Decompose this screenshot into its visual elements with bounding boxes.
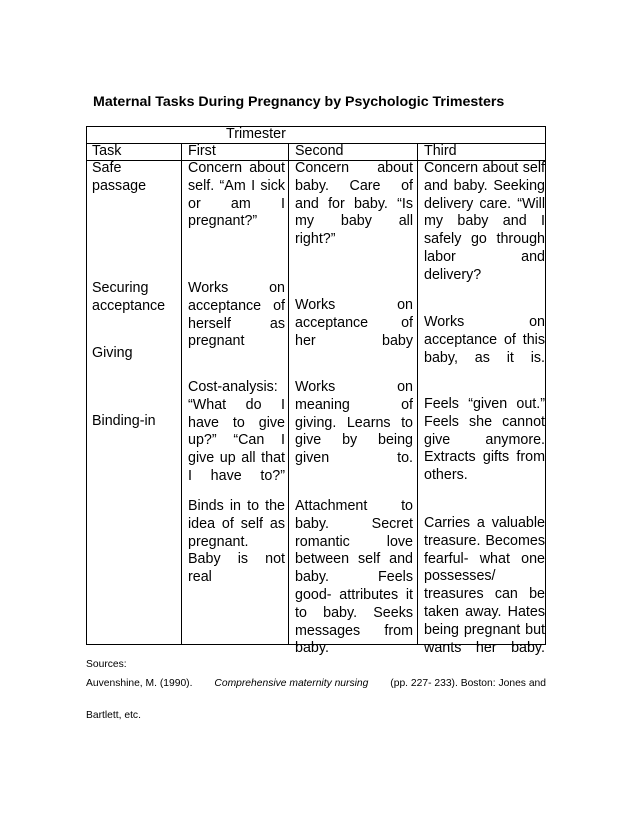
header-second: Second: [295, 143, 344, 159]
cell-third-giving: Feels “given out.” Feels she cannot give anymore. Extracts gifts from others.: [424, 396, 545, 484]
cell-first-binding-in: Binds in to the idea of self as pregnant. Baby is not real: [188, 498, 285, 586]
task-name-safe-passage: Safe passage: [92, 160, 147, 194]
citation-title: Comprehensive maternity nursing: [214, 678, 369, 689]
cell-first-securing-acceptance: Works on acceptance of herself as pregnant: [188, 280, 285, 350]
task-name-giving: Giving: [92, 345, 133, 361]
citation-author: Auvenshine, M. (1990).: [86, 678, 193, 689]
citation-details: (pp. 227- 233). Boston: Jones and: [390, 678, 546, 689]
cell-second-giving: Works on meaning of giving. Learns to give by being given to.: [295, 379, 413, 467]
cell-first-safe-passage: Concern about self. “Am I sick or am I pregnant?”: [188, 160, 285, 230]
source-citation: [86, 678, 546, 689]
source-citation-continued: Bartlett, etc.: [86, 710, 141, 721]
page-title: Maternal Tasks During Pregnancy by Psychologic Trimesters: [93, 94, 505, 110]
trimester-table: [86, 126, 546, 657]
sources-label: Sources:: [86, 659, 127, 670]
column-divider: [181, 143, 182, 644]
cell-third-safe-passage: Concern about self and baby. Seeking delivery care. “Will my baby and I safely go through labor and delivery?: [424, 160, 545, 283]
cell-third-securing-acceptance: Works on acceptance of this baby, as it is.: [424, 314, 545, 366]
cell-second-binding-in: Attachment to baby. Secret romantic love between self and baby. Feels good- attributes it to baby. Seeks messages from baby.: [295, 498, 413, 657]
column-divider: [417, 143, 418, 644]
task-name-securing-acceptance: Securing acceptance: [92, 280, 166, 314]
cell-third-binding-in: Carries a valuable treasure. Becomes fearful- what one possesses/ treasures can be taken away. Hates being pregnant but wants her baby.: [424, 515, 545, 656]
task-name-binding-in: Binding-in: [92, 413, 156, 429]
column-divider: [288, 143, 289, 644]
cell-second-securing-acceptance: Works on acceptance of her baby: [295, 297, 413, 349]
header-first: First: [188, 143, 216, 159]
header-task: Task: [92, 143, 122, 159]
trimester-header: Trimester: [226, 126, 286, 142]
cell-first-giving: Cost-analysis: “What do I have to give up?” “Can I give up all that I have to?”: [188, 379, 285, 484]
cell-second-safe-passage: Concern about baby. Care of and for baby. “Is my baby all right?”: [295, 160, 413, 248]
header-third: Third: [424, 143, 457, 159]
